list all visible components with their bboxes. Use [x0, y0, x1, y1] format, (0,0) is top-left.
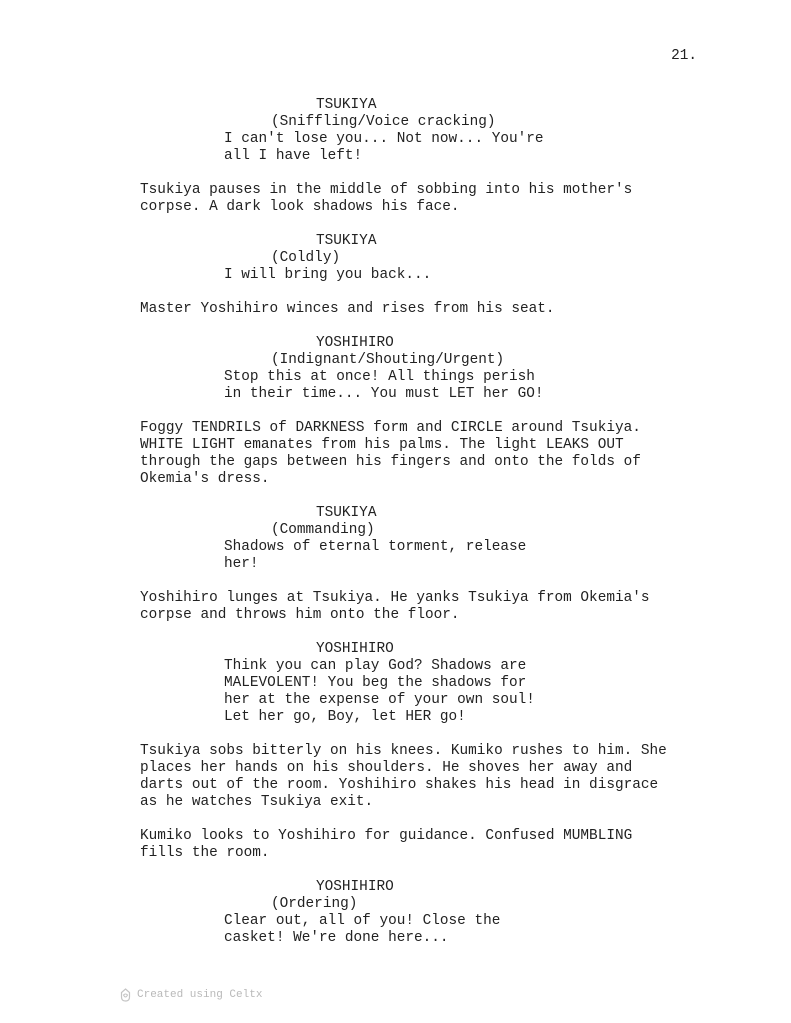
- block-gap: [140, 488, 700, 505]
- action-block: Yoshihiro lunges at Tsukiya. He yanks Tsukiya from Okemia's corpse and throws him onto the floor.: [140, 590, 650, 623]
- block-gap: [140, 284, 700, 301]
- block-gap: [140, 726, 700, 743]
- dialogue-block: Shadows of eternal torment, release her!: [224, 539, 527, 572]
- block-gap: [140, 862, 700, 879]
- footer-text: Created using Celtx: [137, 989, 263, 1001]
- character-block: TSUKIYA: [316, 505, 377, 521]
- celtx-logo-icon: [120, 988, 131, 1002]
- dialogue-block: I can't lose you... Not now... You're all I have left!: [224, 131, 544, 164]
- action-block: Kumiko looks to Yoshihiro for guidance. Confused MUMBLING fills the room.: [140, 828, 633, 861]
- parenthetical-block: (Commanding): [271, 522, 375, 538]
- dialogue-block: Think you can play God? Shadows are MALEVOLENT! You beg the shadows for her at the expense of your own soul! Let her go, Boy, let HER go!: [224, 658, 535, 725]
- character-block: YOSHIHIRO: [316, 879, 394, 895]
- block-gap: [140, 216, 700, 233]
- parenthetical-block: (Coldly): [271, 250, 341, 266]
- action-block: Foggy TENDRILS of DARKNESS form and CIRCLE around Tsukiya. WHITE LIGHT emanates from his palms. The light LEAKS OUT through the gaps between his fingers and onto the folds of Okemia's dress.: [140, 420, 641, 487]
- dialogue-block: Stop this at once! All things perish in their time... You must LET her GO!: [224, 369, 544, 402]
- screenplay-body: [140, 97, 700, 947]
- character-block: TSUKIYA: [316, 97, 377, 113]
- dialogue-block: I will bring you back...: [224, 267, 432, 283]
- block-gap: [140, 573, 700, 590]
- parenthetical-block: (Ordering): [271, 896, 358, 912]
- block-gap: [140, 624, 700, 641]
- character-block: TSUKIYA: [316, 233, 377, 249]
- action-block: Tsukiya pauses in the middle of sobbing into his mother's corpse. A dark look shadows his face.: [140, 182, 633, 215]
- footer: [120, 988, 262, 1002]
- parenthetical-block: (Sniffling/Voice cracking): [271, 114, 496, 130]
- parenthetical-block: (Indignant/Shouting/Urgent): [271, 352, 505, 368]
- action-block: Tsukiya sobs bitterly on his knees. Kumiko rushes to him. She places her hands on his shoulders. He shoves her away and darts out of the room. Yoshihiro shakes his head in disgrace as he watches Tsukiya exit.: [140, 743, 667, 810]
- character-block: YOSHIHIRO: [316, 641, 394, 657]
- block-gap: [140, 811, 700, 828]
- action-block: Master Yoshihiro winces and rises from his seat.: [140, 301, 555, 317]
- block-gap: [140, 165, 700, 182]
- character-block: YOSHIHIRO: [316, 335, 394, 351]
- block-gap: [140, 318, 700, 335]
- page-number: 21.: [671, 48, 697, 64]
- dialogue-block: Clear out, all of you! Close the casket! We're done here...: [224, 913, 501, 946]
- block-gap: [140, 403, 700, 420]
